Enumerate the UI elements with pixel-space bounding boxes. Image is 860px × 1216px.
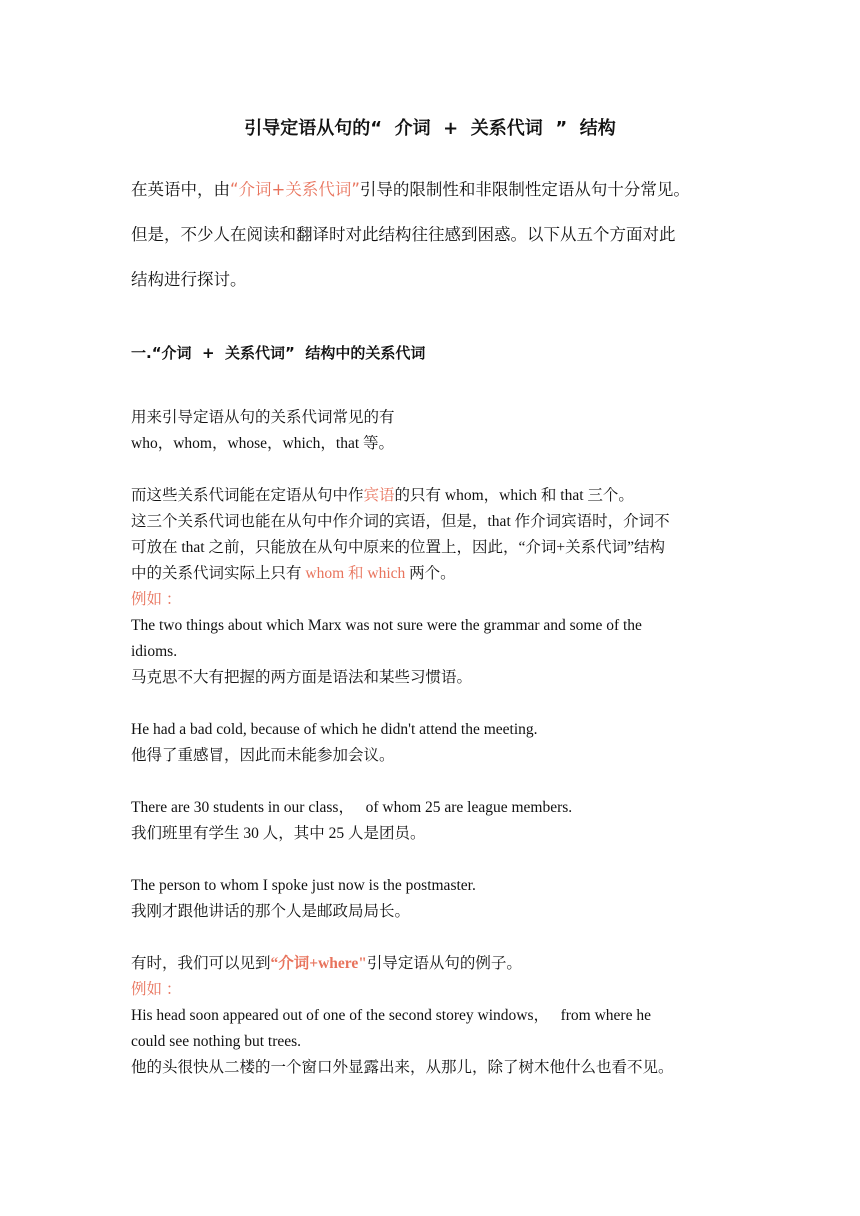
text: 中的关系代词实际上只有 (131, 565, 306, 582)
text: 引导定语从句的例子。 (366, 955, 522, 972)
text: 两个。 (405, 565, 456, 582)
paragraph-line (131, 486, 634, 506)
example-chinese: 我们班里有学生 30 人，其中 25 人是团员。 (131, 825, 426, 842)
example-english: His head soon appeared out of one of the second storey windows， from where he (131, 1007, 651, 1024)
section-heading: 一.“介词 + 关系代词” 结构中的关系代词 (131, 344, 426, 362)
paragraph-line (131, 564, 456, 584)
example-chinese: 我刚才跟他讲话的那个人是邮政局局长。 (131, 903, 411, 920)
document-title: 引导定语从句的“ 介词 + 关系代词 ” 结构 (244, 118, 616, 139)
example-chinese: 他的头很快从二楼的一个窗口外显露出来，从那儿，除了树木他什么也看不见。 (131, 1059, 674, 1076)
example-label: 例如 ： (131, 591, 182, 608)
paragraph-line: 用来引导定语从句的关系代词常见的有 (131, 409, 395, 426)
intro-line-1 (131, 176, 751, 200)
intro-highlight: “介词+关系代词” (230, 180, 360, 199)
highlight-text: 宾语 (363, 487, 395, 504)
example-english: There are 30 students in our class， of whom 25 are league members. (131, 799, 573, 816)
intro-text: 在英语中，由 (131, 180, 230, 199)
highlight-text: whom 和 which (305, 565, 406, 582)
example-english: He had a bad cold, because of which he didn't attend the meeting. (131, 721, 538, 738)
text: 而这些关系代词能在定语从句中作 (131, 487, 364, 504)
example-label: 例如 ： (131, 981, 182, 998)
intro-text: 引导的限制性和非限制性定语从句十分常见。 (359, 180, 690, 199)
example-chinese: 他得了重感冒，因此而未能参加会议。 (131, 747, 395, 764)
intro-line-3: 结构进行探讨。 (131, 270, 247, 289)
paragraph-line: 这三个关系代词也能在从句中作介词的宾语，但是，that 作介词宾语时，介词不 (131, 513, 670, 530)
paragraph-line: who，whom，whose，which，that 等。 (131, 435, 395, 452)
example-english: The two things about which Marx was not sure were the grammar and some of the (131, 617, 642, 634)
example-english: could see nothing but trees. (131, 1033, 302, 1050)
example-chinese: 马克思不大有把握的两方面是语法和某些习惯语。 (131, 669, 473, 686)
example-english: idioms. (131, 643, 178, 660)
paragraph-line: 可放在 that 之前，只能放在从句中原来的位置上，因此，“介词+关系代词”结构 (131, 539, 665, 556)
text: 的只有 whom，which 和 that 三个。 (394, 487, 634, 504)
text: 有时，我们可以见到 (131, 955, 271, 972)
example-english: The person to whom I spoke just now is the postmaster. (131, 877, 476, 894)
intro-line-2: 但是，不少人在阅读和翻译时对此结构往往感到困惑。以下从五个方面对此 (131, 225, 676, 244)
paragraph-line (131, 954, 522, 974)
highlight-text: “介词+where" (270, 955, 367, 972)
